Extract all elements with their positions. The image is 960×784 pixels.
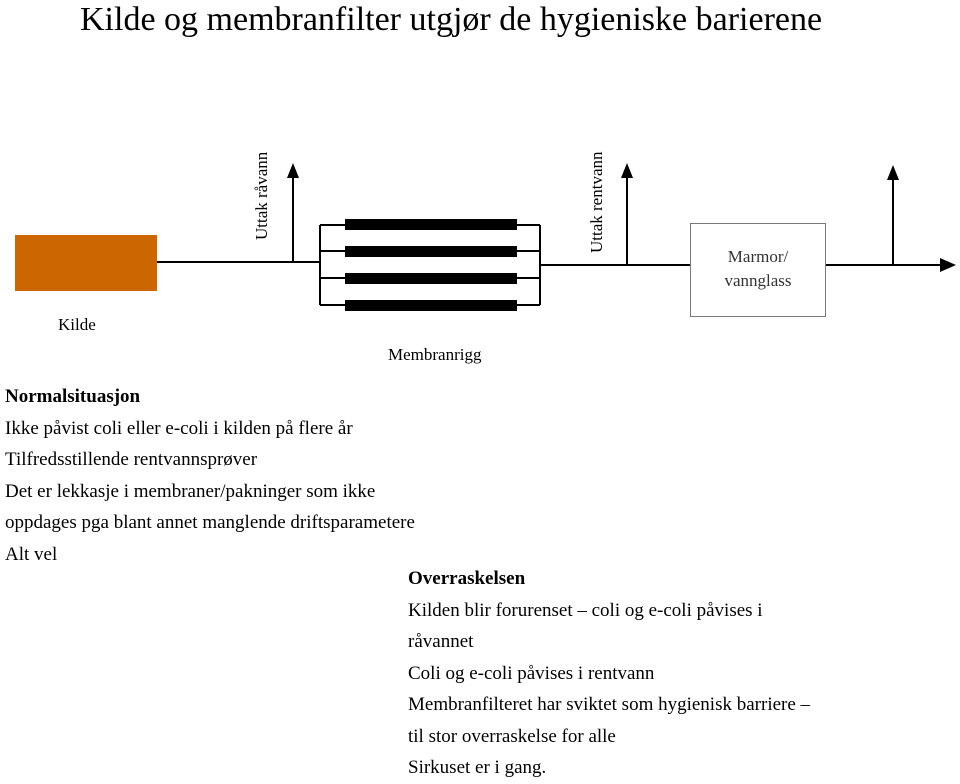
surprise-line: Membranfilteret har sviktet som hygienisk barriere – [408, 694, 811, 715]
final-outlet-arrow [940, 258, 956, 272]
membrane-module-3 [345, 273, 517, 284]
surprise-line: Coli og e-coli påvises i rentvann [408, 662, 655, 684]
membrane-module-2 [345, 246, 517, 257]
surprise-heading: Overraskelsen [408, 568, 526, 589]
normal-line: Alt vel [5, 543, 58, 565]
source-label: Kilde [58, 315, 96, 334]
normal-line: Tilfredsstillende rentvannsprøver [5, 449, 258, 470]
normal-line: Ikke påvist coli eller e-coli i kilden på flere år [5, 417, 353, 439]
surprise-line: til stor overraskelse for alle [408, 725, 616, 747]
final-riser-arrow [887, 165, 899, 180]
source-box [15, 235, 157, 291]
membrane-module-4 [345, 300, 517, 311]
glass-box [690, 223, 826, 317]
surprise-line: råvannet [408, 631, 474, 652]
glass-label [691, 245, 825, 293]
surprise-block [408, 563, 810, 784]
membrane-label: Membranrigg [388, 345, 482, 364]
membrane-module-1 [345, 219, 517, 230]
glass-label-line1: Marmor/ [727, 247, 789, 266]
page-title: Kilde og membranfilter utgjør de hygieniske barierene [80, 1, 823, 38]
normal-line: oppdages pga blant annet manglende driftsparametere [5, 512, 415, 533]
raw-outlet-arrow [287, 163, 299, 178]
raw-outlet-label: Uttak råvann [252, 151, 271, 240]
normal-situation-block [5, 381, 415, 570]
clean-outlet-arrow [621, 163, 633, 178]
clean-outlet-label: Uttak rentvann [587, 151, 606, 253]
surprise-line: Sirkuset er i gang. [408, 757, 547, 778]
normal-line: Det er lekkasje i membraner/pakninger som ikke [5, 480, 376, 502]
surprise-line: Kilden blir forurenset – coli og e-coli påvises i [408, 599, 763, 621]
glass-label-line2: vannglass [724, 271, 792, 290]
normal-heading: Normalsituasjon [5, 386, 141, 407]
